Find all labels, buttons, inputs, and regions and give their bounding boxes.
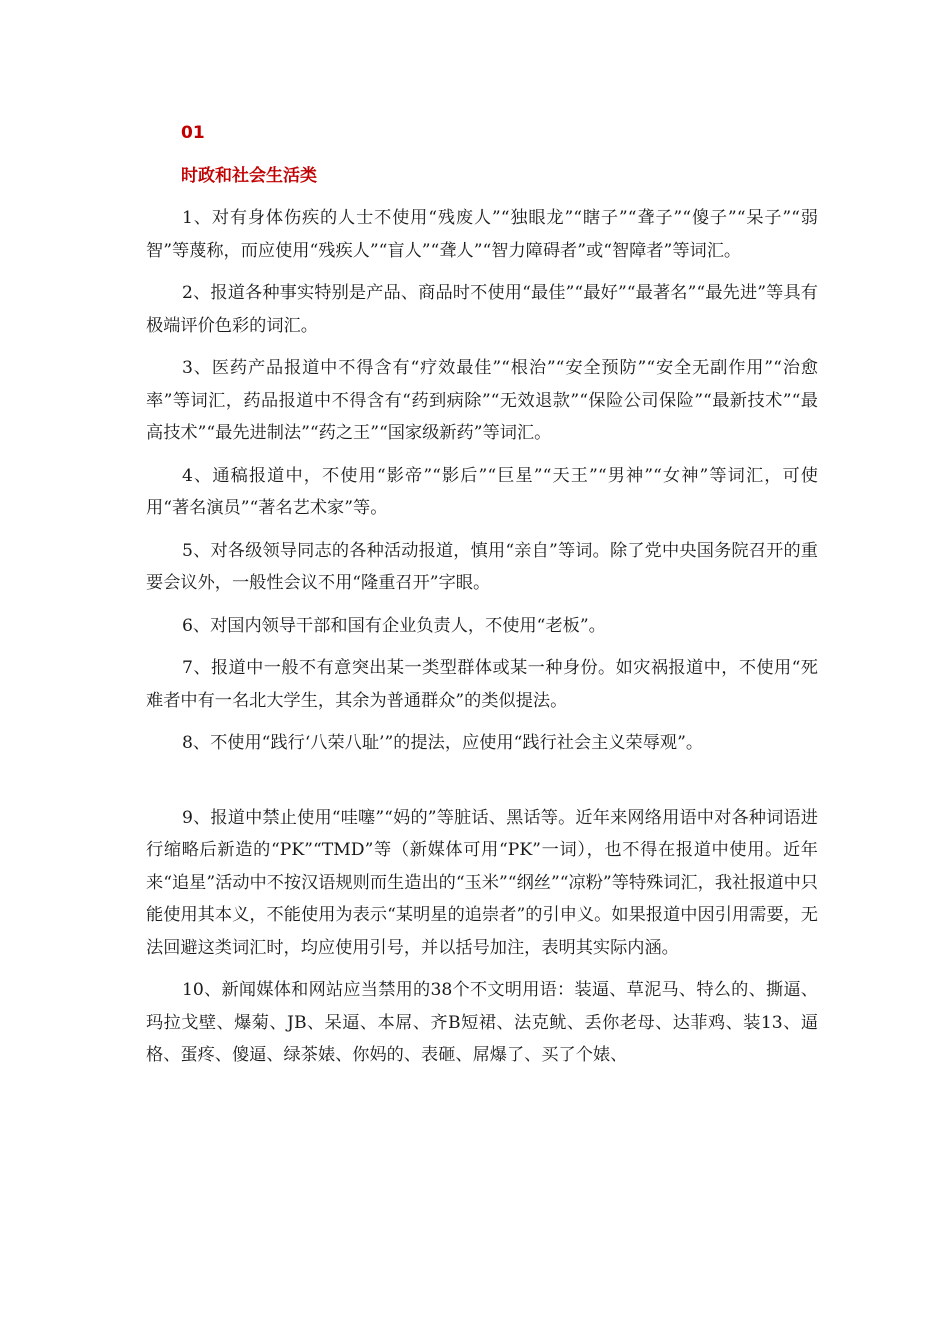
paragraph-3: 3、医药产品报道中不得含有“疗效最佳”“根治”“安全预防”“安全无副作用”“治愈率”等词汇，药品报道中不得含有“药到病除”“无效退款”“保险公司保险”“最新技术”“最高技术”“最先进制法”“药之王”“国家级新药”等词汇。 — [146, 358, 818, 443]
paragraph-1: 1、对有身体伤疾的人士不使用“残废人”“独眼龙”“瞎子”“聋子”“傻子”“呆子”“弱智”等蔑称，而应使用“残疾人”“盲人”“聋人”“智力障碍者”或“智障者”等词汇。 — [146, 208, 818, 261]
document-body — [146, 202, 818, 1082]
section-number: 01 — [181, 123, 205, 143]
paragraph-10: 10、新闻媒体和网站应当禁用的38个不文明用语：装逼、草泥马、特么的、撕逼、玛拉戈壁、爆菊、JB、呆逼、本屌、齐B短裙、法克鱿、丢你老母、达菲鸡、装13、逼格、蛋疼、傻逼、绿茶婊、你妈的、表砸、屌爆了、买了个婊、 — [146, 980, 818, 1065]
paragraph-6: 6、对国内领导干部和国有企业负责人，不使用“老板”。 — [182, 615, 606, 636]
paragraph-8: 8、不使用“践行‘八荣八耻’”的提法，应使用“践行社会主义荣辱观”。 — [182, 733, 704, 753]
paragraph-5: 5、对各级领导同志的各种活动报道，慎用“亲自”等词。除了党中央国务院召开的重要会议外，一般性会议不用“隆重召开”字眼。 — [146, 540, 818, 593]
paragraph-4: 4、通稿报道中，不使用“影帝”“影后”“巨星”“天王”“男神”“女神”等词汇，可使用“著名演员”“著名艺术家”等。 — [146, 465, 818, 518]
paragraph-7: 7、报道中一般不有意突出某一类型群体或某一种身份。如灾祸报道中，不使用“死难者中有一名北大学生，其余为普通群众”的类似提法。 — [146, 658, 818, 711]
paragraph-2: 2、报道各种事实特别是产品、商品时不使用“最佳”“最好”“最著名”“最先进”等具有极端评价色彩的词汇。 — [146, 283, 818, 336]
section-title: 时政和社会生活类 — [181, 166, 317, 186]
paragraph-9: 9、报道中禁止使用“哇噻”“妈的”等脏话、黑话等。近年来网络用语中对各种词语进行缩略后新造的“PK”“TMD”等（新媒体可用“PK”一词），也不得在报道中使用。近年来“追星”活动中不按汉语规则而生造出的“玉米”“纲丝”“凉粉”等特殊词汇，我社报道中只能使用其本义，不能使用为表示“某明星的追崇者”的引申义。如果报道中因引用需要，无法回避这类词汇时，均应使用引号，并以括号加注，表明其实际内涵。 — [146, 807, 818, 958]
